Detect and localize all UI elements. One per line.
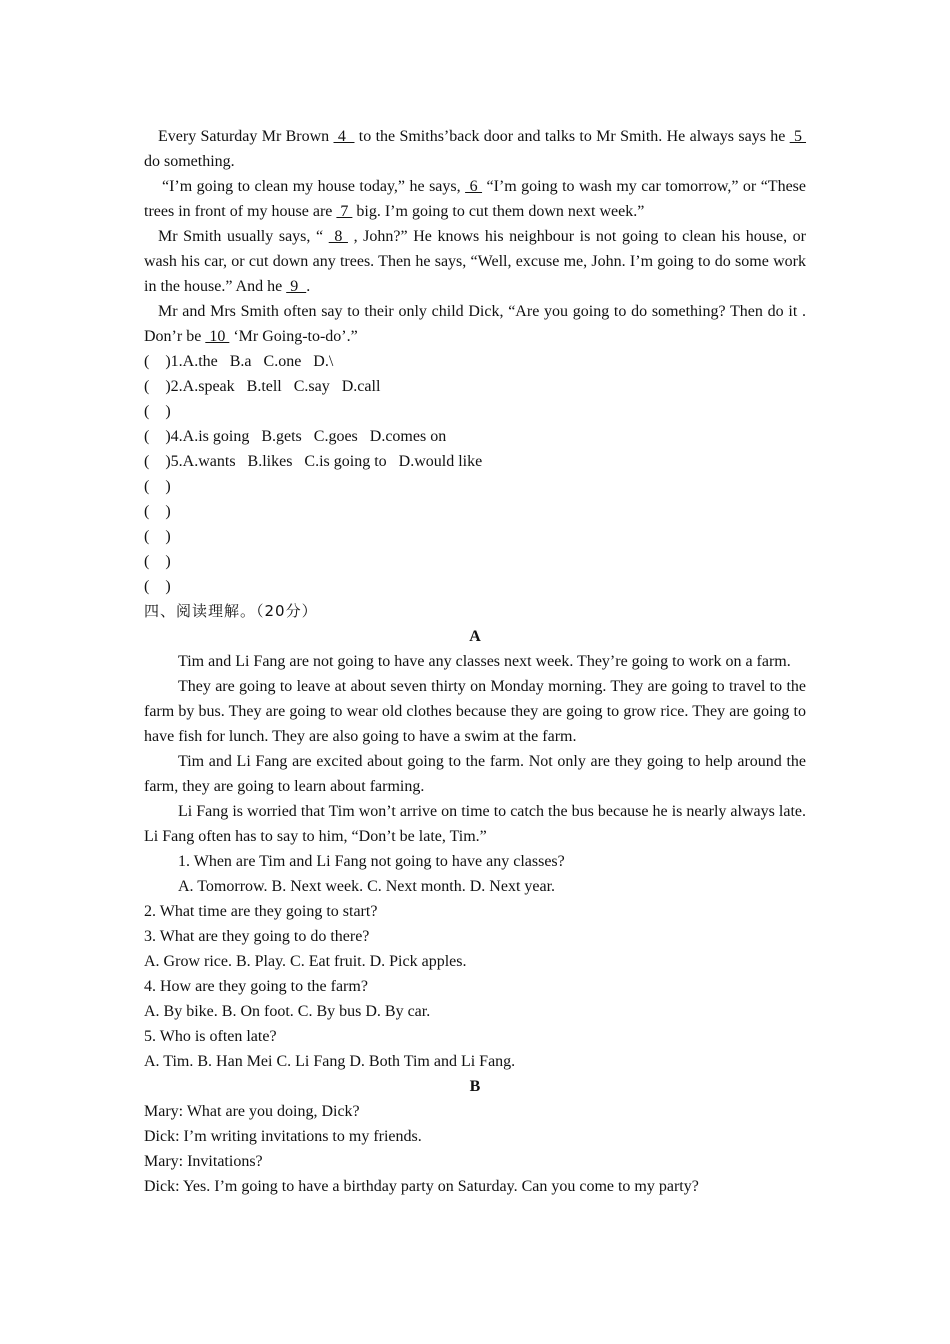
section-heading: 四、阅读理解。（20分） (144, 602, 318, 620)
option-line-3: ( ) (144, 403, 171, 420)
question-2: 2. What time are they going to start? (144, 903, 378, 920)
option-line-7: ( ) (144, 503, 171, 520)
text: Mr and Mrs Smith often say to their only child Dick, “Are you going to do something? Then do it . Don’r be (144, 303, 806, 345)
dialogue-line: Dick: I’m writing invitations to my friends. (144, 1128, 422, 1145)
blank-7: 7 (336, 203, 353, 220)
question-3-options: A. Grow rice. B. Play. C. Eat fruit. D. Pick apples. (144, 953, 467, 970)
text: do something. (144, 153, 235, 170)
option-line-8: ( ) (144, 528, 171, 545)
option-line-9: ( ) (144, 553, 171, 570)
passage-a-paragraph: Li Fang is worried that Tim won’t arrive on time to catch the bus because he is nearly always late. Li Fang often has to say to him, “Don’t be late, Tim.” (144, 803, 806, 845)
blank-5: 5 (789, 128, 807, 145)
text: big. I’m going to cut them down next week.” (352, 203, 645, 220)
option-line-5: ( )5.A.wants B.likes C.is going to D.would like (144, 453, 483, 470)
dialogue-line: Dick: Yes. I’m going to have a birthday party on Saturday. Can you come to my party? (144, 1178, 699, 1195)
passage-a-label: A (469, 628, 481, 645)
option-line-2: ( )2.A.speak B.tell C.say D.call (144, 378, 381, 395)
cloze-paragraph-2 (144, 174, 806, 224)
text: Every Saturday Mr Brown (158, 128, 334, 145)
text: , John?” He knows his neighbour is not going to clean his house, or wash his car, or cut down any trees. Then he says, “Well, excuse me, John. I’m going to do some work in the house.” And he (144, 228, 807, 295)
option-line-6: ( ) (144, 478, 171, 495)
cloze-paragraph-4 (144, 299, 806, 349)
blank-6: 6 (465, 178, 483, 195)
text: . (306, 278, 311, 295)
question-3: 3. What are they going to do there? (144, 928, 370, 945)
question-4-options: A. By bike. B. On foot. C. By bus D. By car. (144, 1003, 431, 1020)
cloze-paragraph-1 (144, 124, 806, 174)
passage-b-label: B (469, 1078, 481, 1095)
cloze-paragraph-3 (144, 224, 806, 299)
dialogue-line: Mary: Invitations? (144, 1153, 263, 1170)
text: “I’m going to clean my house today,” he says, (162, 178, 466, 195)
blank-10: 10 (205, 328, 230, 345)
dialogue-line: Mary: What are you doing, Dick? (144, 1103, 360, 1120)
question-1: 1. When are Tim and Li Fang not going to have any classes? (178, 853, 565, 870)
text: ‘Mr Going-to-do’.” (229, 328, 358, 345)
question-5-options: A. Tim. B. Han Mei C. Li Fang D. Both Tim and Li Fang. (144, 1053, 516, 1070)
option-line-10: ( ) (144, 578, 171, 595)
option-line-4: ( )4.A.is going B.gets C.goes D.comes on (144, 428, 447, 445)
question-4: 4. How are they going to the farm? (144, 978, 368, 995)
passage-a-paragraph: Tim and Li Fang are not going to have any classes next week. They’re going to work on a farm. (178, 653, 791, 670)
text: to the Smiths’back door and talks to Mr Smith. He always says he (354, 128, 790, 145)
document-page (144, 124, 806, 1199)
passage-a-paragraph: Tim and Li Fang are excited about going to the farm. Not only are they going to help around the farm, they are going to learn about farming. (144, 753, 806, 795)
blank-8: 8 (328, 228, 348, 245)
blank-9: 9 (286, 278, 307, 295)
passage-a-paragraph: They are going to leave at about seven thirty on Monday morning. They are going to travel to the farm by bus. They are going to wear old clothes because they are going to grow rice. They are going to have fish for lunch. They are also going to have a swim at the farm. (144, 678, 806, 745)
question-5: 5. Who is often late? (144, 1028, 277, 1045)
text: Mr Smith usually says, “ (158, 228, 329, 245)
text: “I’m going to wash my car tomorrow,” or “These trees in front of my house are (144, 178, 807, 220)
option-line-1: ( )1.A.the B.a C.one D.\ (144, 353, 334, 370)
blank-4: 4 (333, 128, 355, 145)
question-1-options: A. Tomorrow. B. Next week. C. Next month. D. Next year. (178, 878, 556, 895)
